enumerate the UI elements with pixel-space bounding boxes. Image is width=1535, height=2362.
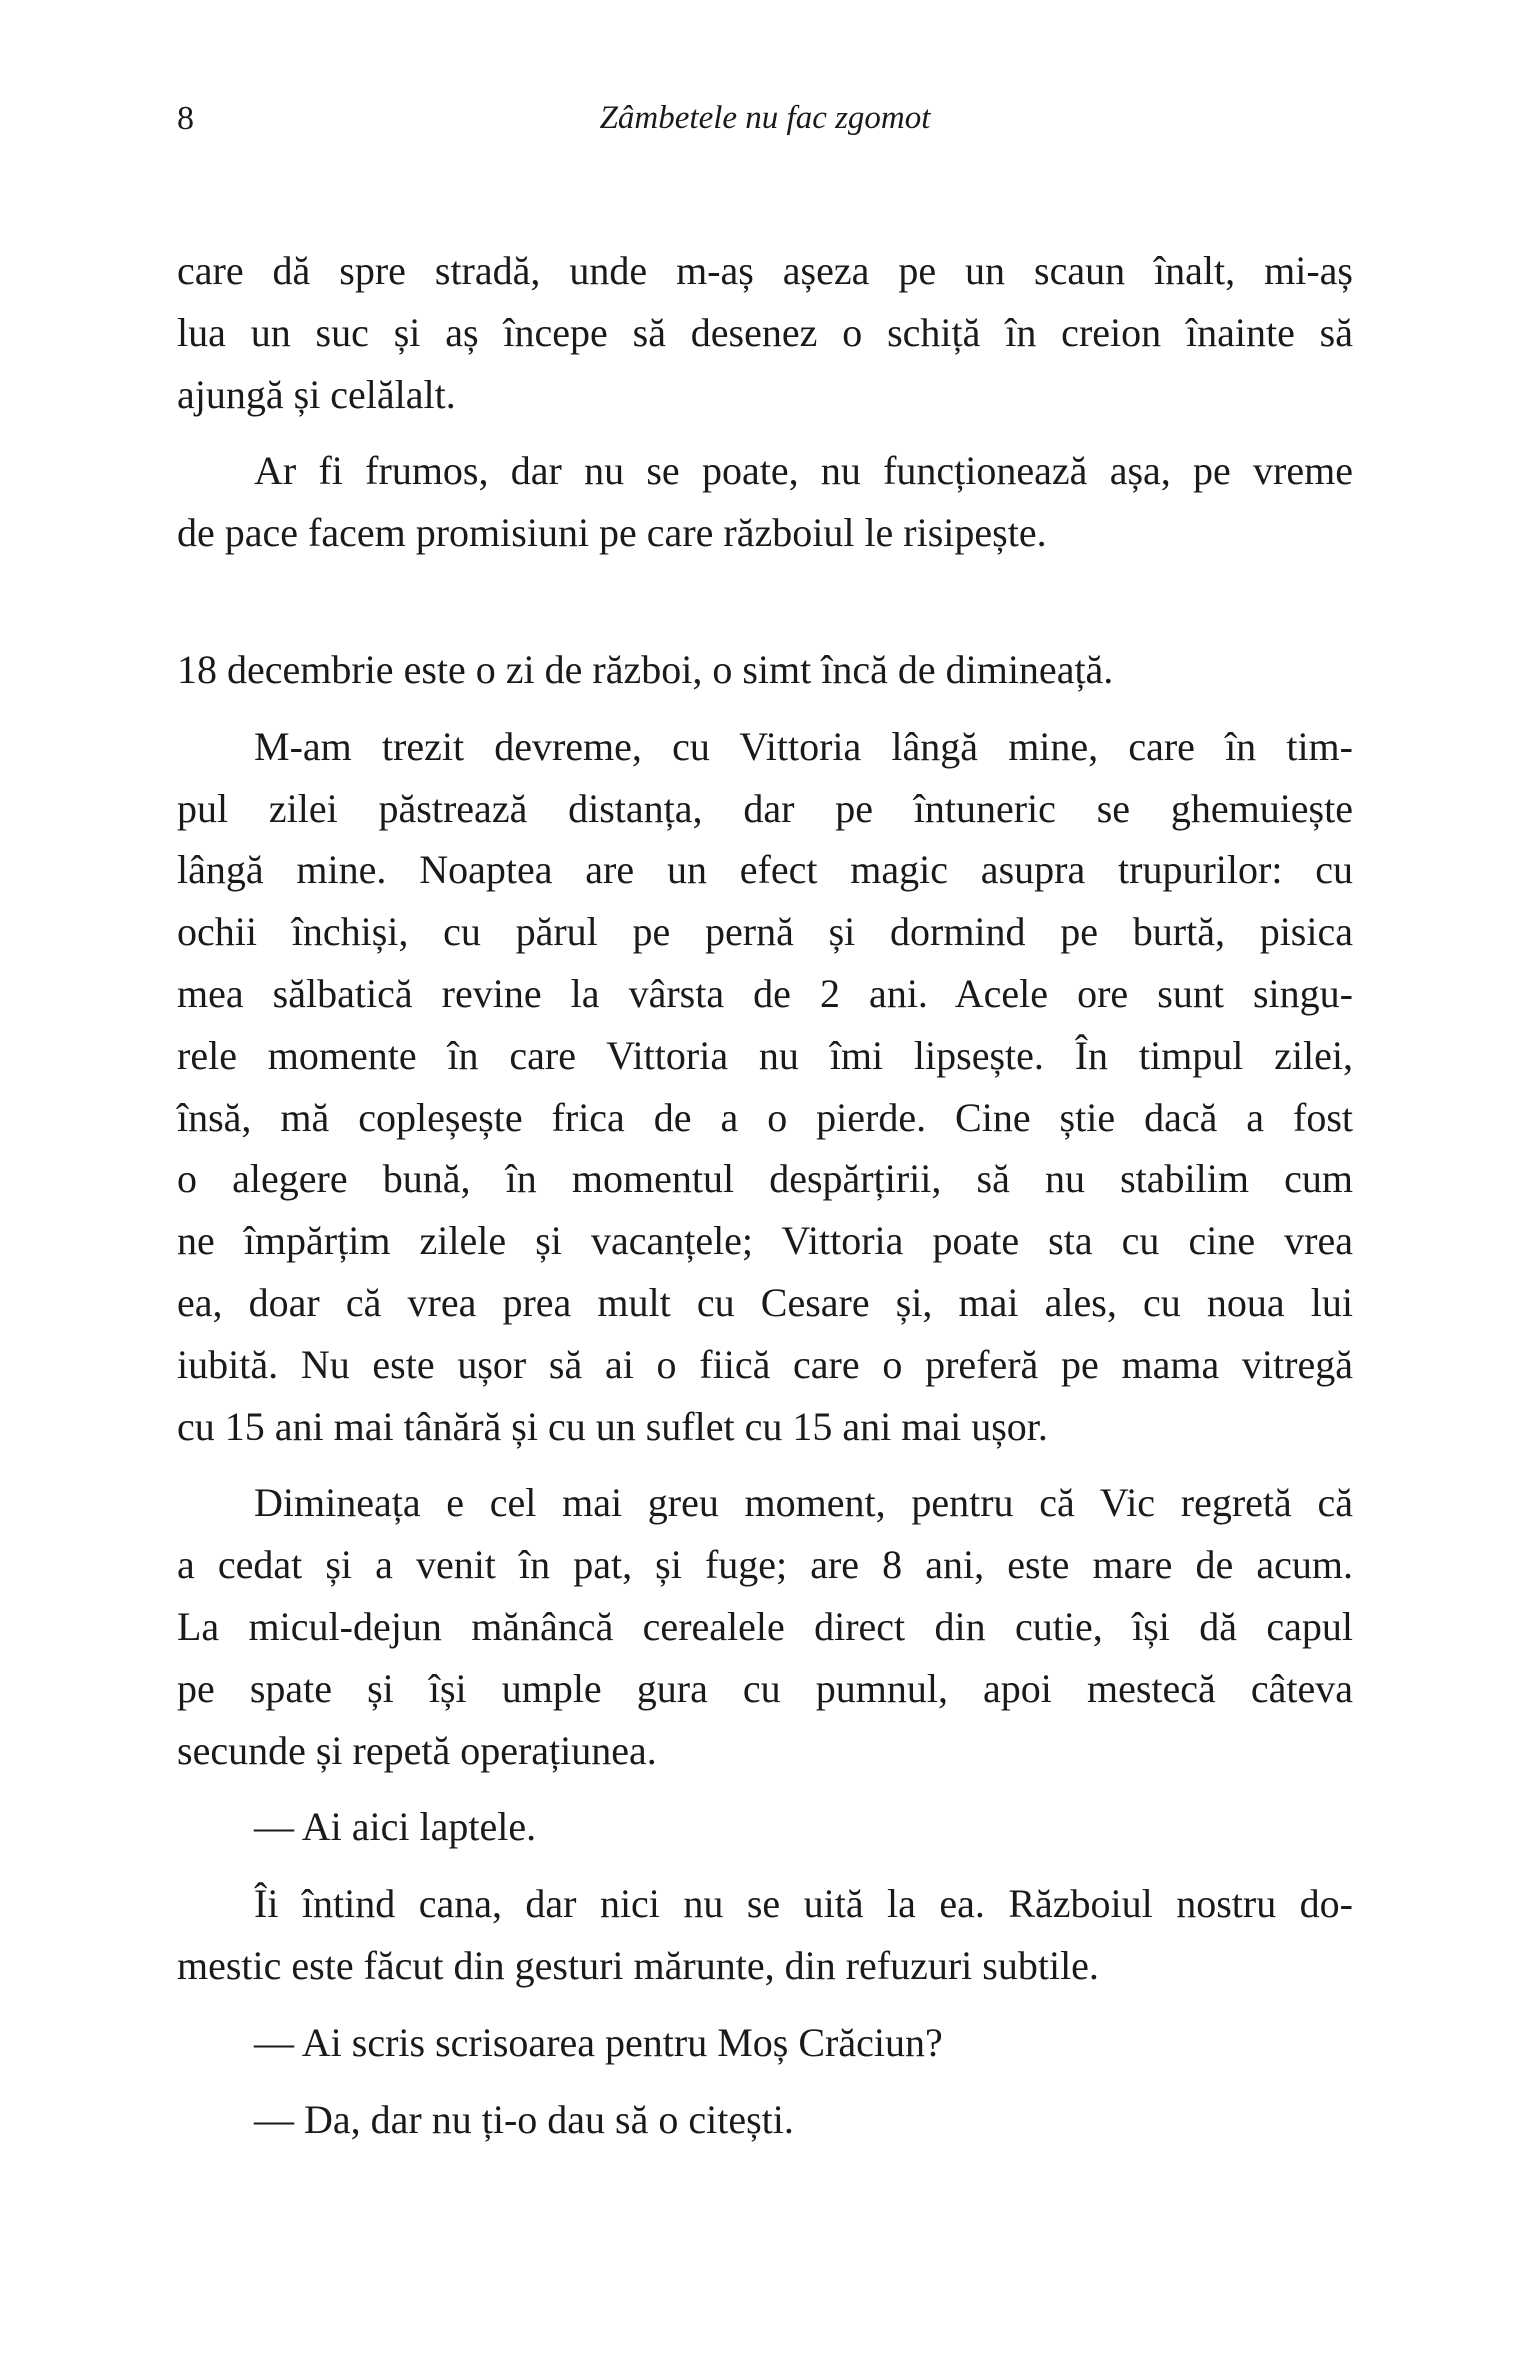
running-title: Zâmbetele nu fac zgomot	[599, 100, 931, 136]
text-line: secunde și repetă operațiunea.	[177, 1727, 657, 1773]
text-line: mea sălbatică revine la vârsta de 2 ani. Acele ore sunt singu-	[177, 970, 1353, 1016]
text-line: lângă mine. Noaptea are un efect magic asupra trupurilor: cu	[177, 847, 1353, 893]
text-line: 18 decembrie este o zi de război, o simt încă de dimineață.	[177, 646, 1114, 692]
text-line: pul zilei păstrează distanța, dar pe întuneric se ghemuiește	[177, 785, 1353, 831]
text-line: ea, doar că vrea prea mult cu Cesare și, mai ales, cu noua lui	[177, 1279, 1353, 1325]
text-line: o alegere bună, în momentul despărțirii, să nu stabilim cum	[177, 1156, 1353, 1202]
text-line: a cedat și a venit în pat, și fuge; are 8 ani, este mare de acum.	[177, 1542, 1353, 1588]
paragraph	[177, 2089, 1353, 2151]
text-line: care dă spre stradă, unde m-aș așeza pe un scaun înalt, mi-aș	[177, 248, 1353, 293]
page-header	[177, 100, 1353, 150]
text-line: iubită. Nu este ușor să ai o fiică care o preferă pe mama vitregă	[177, 1341, 1353, 1387]
paragraph	[177, 240, 1353, 425]
text-line: Ar fi frumos, dar nu se poate, nu funcționează așa, pe vreme	[254, 448, 1353, 494]
text-line: La micul-dejun mănâncă cerealele direct din cutie, își dă capul	[177, 1603, 1353, 1649]
text-line: pe spate și își umple gura cu pumnul, apoi mestecă câteva	[177, 1665, 1353, 1711]
text-line: lua un suc și aș începe să desenez o schiță în creion înainte să	[177, 309, 1353, 355]
text-line: însă, mă copleșește frica de a o pierde. Cine știe dacă a fost	[177, 1094, 1353, 1140]
text-line: — Da, dar nu ți-o dau să o citești.	[254, 2096, 794, 2142]
text-line: ochii închiși, cu părul pe pernă și dormind pe burtă, pisica	[177, 909, 1353, 955]
paragraph	[177, 2012, 1353, 2074]
paragraph	[177, 440, 1353, 564]
text-line: — Ai aici laptele.	[254, 1804, 537, 1850]
body-text	[177, 240, 1353, 2165]
text-line: Îi întind cana, dar nici nu se uită la ea. Războiul nostru do-	[254, 1881, 1353, 1927]
text-line: M-am trezit devreme, cu Vittoria lângă mine, care în tim-	[254, 723, 1353, 769]
text-line: ne împărțim zilele și vacanțele; Vittoria poate sta cu cine vrea	[177, 1218, 1353, 1264]
text-line: Dimineața e cel mai greu moment, pentru că Vic regretă că	[254, 1480, 1353, 1526]
paragraph	[177, 1472, 1353, 1781]
text-line: cu 15 ani mai tânără și cu un suflet cu 15 ani mai ușor.	[177, 1403, 1048, 1449]
text-line: de pace facem promisiuni pe care războiul le risipește.	[177, 510, 1047, 556]
page-number: 8	[177, 100, 194, 137]
text-line: rele momente în care Vittoria nu îmi lipsește. În timpul zilei,	[177, 1032, 1353, 1078]
paragraph	[177, 1796, 1353, 1858]
paragraph	[177, 716, 1353, 1458]
text-line: ajungă și celălalt.	[177, 371, 456, 417]
text-line: — Ai scris scrisoarea pentru Moș Crăciun?	[254, 2019, 943, 2065]
paragraph	[177, 639, 1353, 701]
paragraph	[177, 1873, 1353, 1997]
text-line: mestic este făcut din gesturi mărunte, din refuzuri subtile.	[177, 1942, 1099, 1988]
